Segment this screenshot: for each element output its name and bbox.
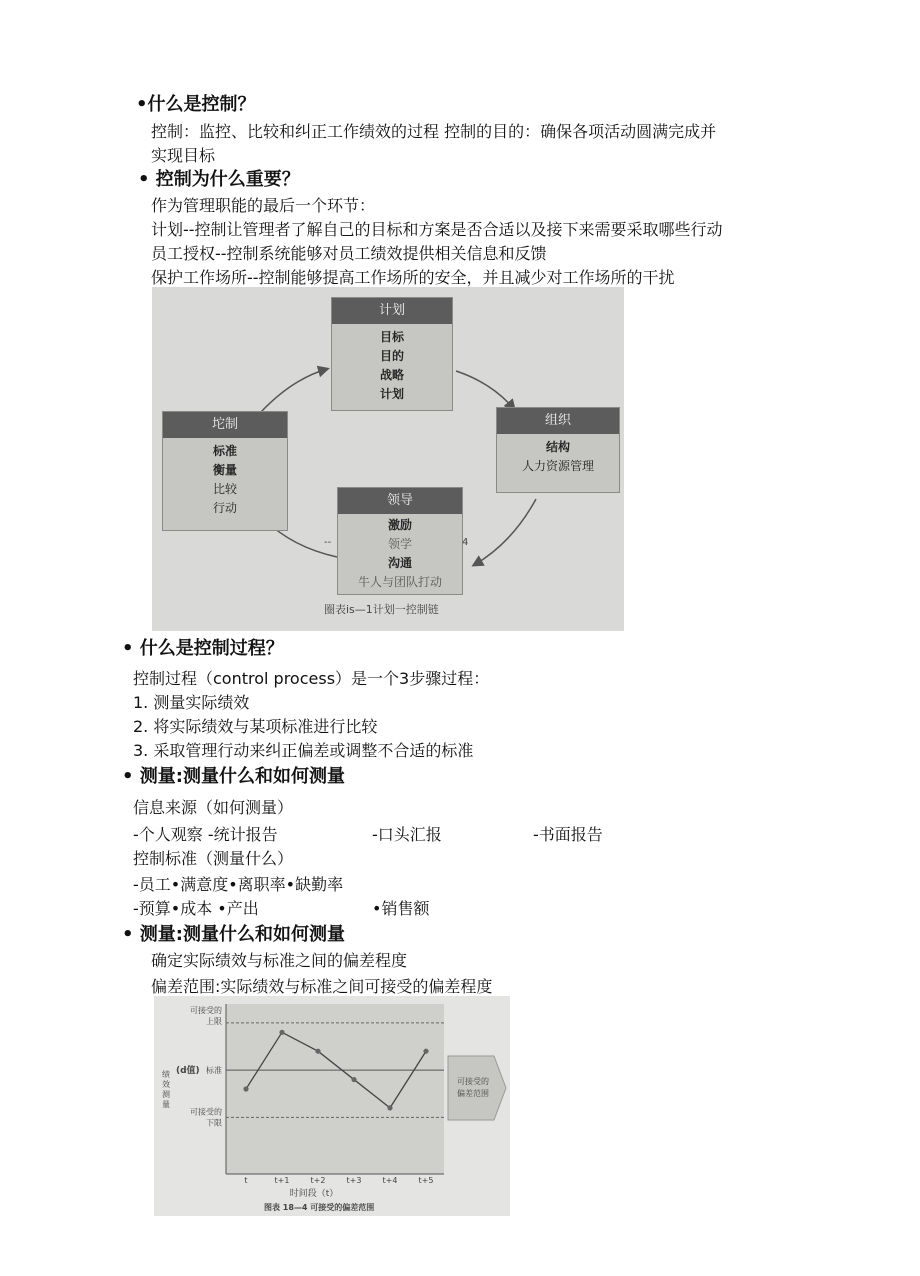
upper-label: 上限 [206,1016,222,1026]
lead-item: 牛人与团队打动 [357,575,442,589]
organize-item: 人力资源管理 [521,459,594,473]
control-item: 行动 [212,501,237,515]
x-axis-label: 时间段（t） [289,1189,339,1199]
planning-control-chain-figure [152,287,624,631]
text-line: 控制标准（测量什么） [133,849,294,868]
heading-why-control-important: • 控制为什么重要？ [138,169,300,190]
lead-item: 沟通 [387,556,412,570]
data-point [351,1077,356,1082]
lead-item: 激励 [387,518,412,532]
data-point [423,1049,428,1054]
heading-what-is-control: •什么是控制？ [136,94,256,115]
deviation-chart [154,996,510,1216]
lead-title: 领导 [338,488,462,514]
text-line: 确定实际绩效与标准之间的偏差程度 [151,951,408,970]
range-label: 偏差范围 [457,1089,489,1098]
text-line: 员工授权--控制系统能够对员工绩效提供相关信息和反馈 [151,244,547,263]
text-line: 控制：监控、比较和纠正工作绩效的过程 控制的目的：确保各项活动圆满完成并 [151,122,717,141]
lead-item: 领学 [387,537,412,551]
heading-measurement: • 测量:测量什么和如何测量 [122,766,345,787]
text-line: 偏差范围:实际绩效与标准之间可接受的偏差程度 [151,977,493,996]
deviation-range-chart-figure [154,996,510,1216]
x-tick-label: t+2 [310,1176,326,1185]
text-line: 实现目标 [151,146,216,165]
x-tick-label: t+1 [274,1176,290,1185]
x-tick-label: t+4 [382,1176,398,1185]
text-line: -书面报告 [533,825,603,844]
plan-box [331,297,453,411]
x-tick-label: t+5 [418,1176,434,1185]
figure-mark: -- [324,537,332,548]
y-axis-label: 绩效测量 [162,1070,170,1109]
figure-mark: 4 [462,537,469,548]
range-label: 可接受的 [457,1077,489,1086]
control-title: 坨制 [163,412,287,438]
text-line: -员工•满意度•离职率•缺勤率 [133,875,344,894]
standard-label-prefix: (d值) [176,1066,200,1077]
x-tick-label: t [244,1176,248,1185]
plan-title: 计划 [332,298,452,324]
text-line: 计划--控制让管理者了解自己的目标和方案是否合适以及接下来需要采取哪些行动 [151,220,723,239]
text-line: 控制过程（control process）是一个3步骤过程： [133,669,490,688]
upper-label: 可接受的 [190,1005,222,1015]
text-line: 信息来源（如何测量） [133,798,294,817]
plan-item: 目标 [379,330,404,344]
organize-item: 结构 [545,440,570,454]
text-line: 作为管理职能的最后一个环节： [151,196,376,215]
range-arrow-shape [448,1056,506,1120]
organize-box [496,407,620,493]
text-line: 1. 测量实际绩效 [133,693,250,712]
plot-area [226,1004,444,1174]
text-line: -口头汇报 [372,825,442,844]
text-line: 3. 采取管理行动来纠正偏差或调整不合适的标准 [133,741,474,760]
data-point [243,1086,248,1091]
control-item: 比较 [212,482,237,496]
control-item: 标准 [212,444,237,458]
heading-control-process: • 什么是控制过程？ [122,638,284,659]
data-point [315,1049,320,1054]
control-box [162,411,288,531]
lower-label: 下限 [206,1118,222,1128]
data-point [387,1105,392,1110]
organize-title: 组织 [497,408,619,434]
lead-box [337,487,463,595]
text-line: -预算•成本 •产出 [133,899,259,918]
chart-caption: 图表 18—4 可接受的偏差范围 [264,1203,375,1212]
figure-caption: 圈表is—1计划一控制链 [324,603,439,616]
data-point [279,1030,284,1035]
text-line: •销售额 [372,899,430,918]
control-item: 衡量 [212,463,237,477]
text-line: 保护工作场所--控制能够提高工作场所的安全，并且减少对工作场所的干扰 [151,268,675,287]
x-tick-label: t+3 [346,1176,362,1185]
plan-item: 目的 [379,349,404,363]
text-line: -个人观察 -统计报告 [133,825,278,844]
lower-label: 可接受的 [190,1107,222,1117]
plan-item: 战略 [379,368,404,382]
standard-label: 标准 [206,1066,222,1076]
text-line: 2. 将实际绩效与某项标准进行比较 [133,717,378,736]
heading-measurement-deviation: • 测量:测量什么和如何测量 [122,924,345,945]
plan-item: 计划 [379,387,404,401]
